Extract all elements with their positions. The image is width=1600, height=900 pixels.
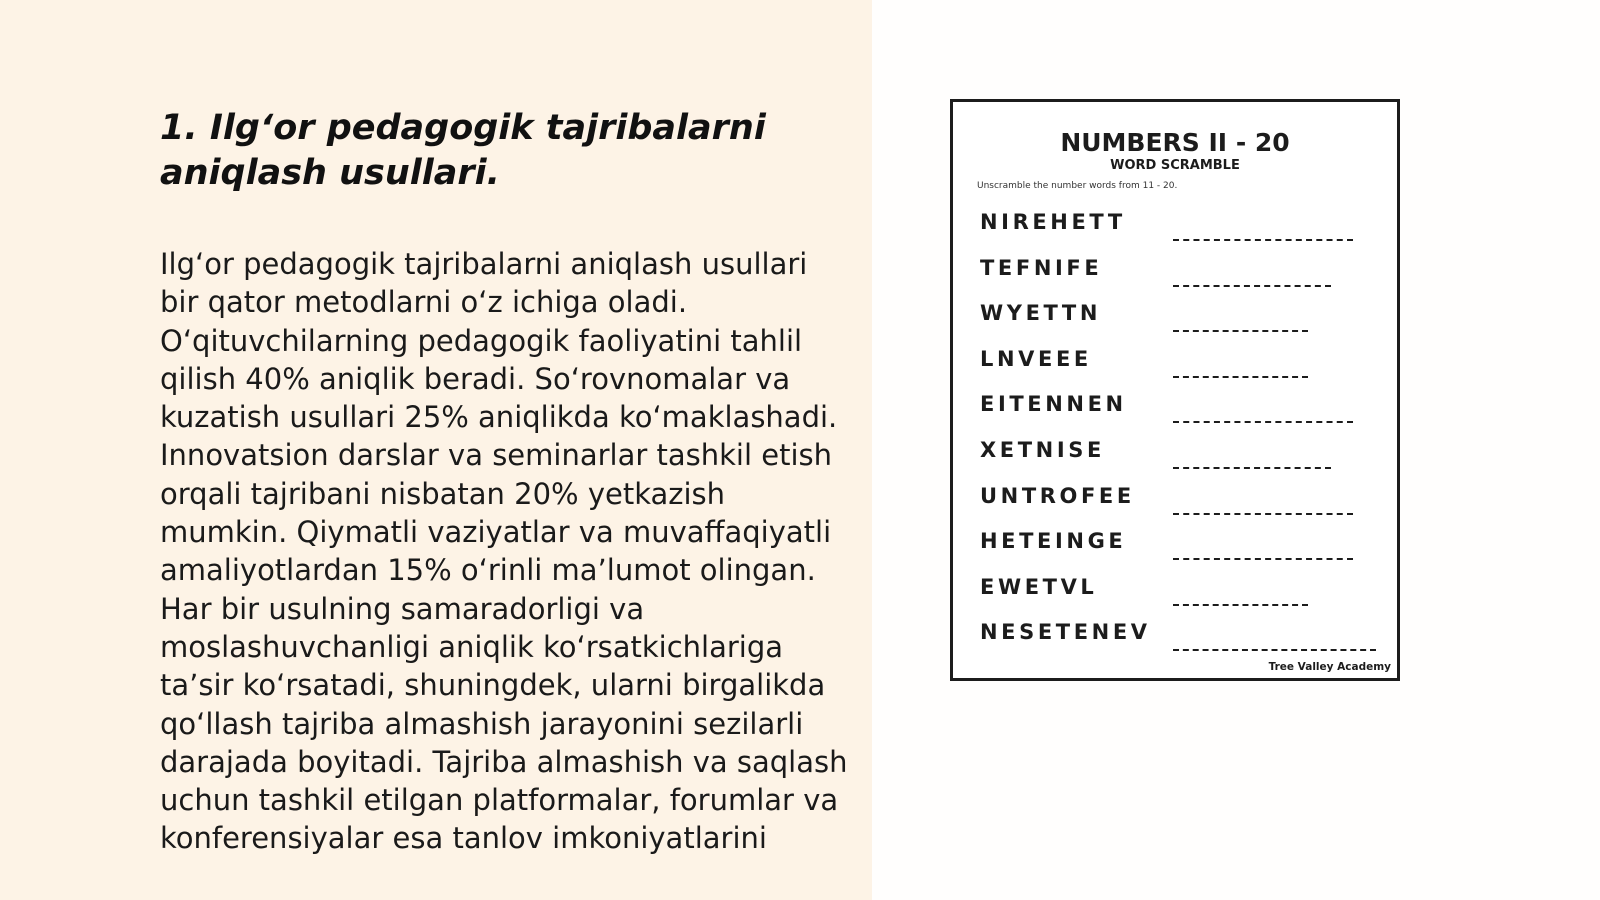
slide-heading: 1. Ilg‘or pedagogik tajribalarni aniqlash usullari. [160,108,766,193]
answer-blank-line [1173,649,1376,651]
scrambled-word: EITENNEN [980,392,1127,417]
scrambled-word: TEFNIFE [980,255,1103,280]
answer-blank-line [1173,330,1308,332]
answer-blank-line [1173,604,1308,606]
scrambled-word: NESETENEV [980,620,1151,645]
scramble-row [953,255,1397,300]
scrambled-word: EWETVL [980,574,1098,599]
answer-blank-line [1173,285,1331,287]
scrambled-word: XETNISE [980,438,1105,462]
answer-blank-line [1173,513,1353,515]
scramble-row [953,437,1397,482]
scramble-row [953,300,1397,345]
worksheet-subtitle: WORD SCRAMBLE [1110,158,1240,173]
answer-blank-line [1173,376,1308,378]
slide-body-text: Ilg‘or pedagogik tajribalarni aniqlash usullari bir qator metodlarni o‘z ichiga oladi. O‘qituvchilarning pedagogik faoliyatini tahlil qilish 40% aniqlik beradi. So‘rovnomalar va kuzatish usullari 25% aniqlikda ko‘maklashadi. Innovatsion darslar va seminarlar tashkil etish orqali tajribani nisbatan 20% yetkazish mumkin. Qiymatli vaziyatlar va muvaffaqiyatli amaliyotlardan 15% o‘rinli ma’lumot olingan. Har bir usulning samaradorligi va moslashuvchanligi aniqlik ko‘rsatkichlariga ta’sir ko‘rsatadi, shuningdek, ularni birgalikda qo‘llash tajriba almashish jarayonini sezilarli darajada boyitadi. Tajriba almashish va saqlash uchun tashkil etilgan platformalar, forumlar va konferensiyalar esa tanlov imkoniyatlarini [160,247,848,856]
scramble-row [953,346,1397,391]
scramble-row [953,209,1397,254]
answer-blank-line [1173,421,1353,423]
scramble-row [953,619,1397,664]
worksheet-title: NUMBERS II - 20 [1060,128,1290,157]
answer-blank-line [1173,467,1331,469]
scramble-word-list [953,102,1397,678]
worksheet-image [950,99,1400,681]
scramble-row [953,483,1397,528]
scramble-row [953,391,1397,436]
scrambled-word: LNVEEE [980,346,1092,371]
scrambled-word: NIREHETT [980,210,1126,234]
scramble-row [953,574,1397,619]
scrambled-word: HETEINGE [980,529,1127,554]
answer-blank-line [1173,558,1353,560]
scrambled-word: WYETTN [980,301,1102,326]
worksheet-instructions: Unscramble the number words from 11 - 20. [977,181,1178,191]
worksheet-footer: Tree Valley Academy [1268,661,1391,673]
scramble-row [953,528,1397,573]
scrambled-word: UNTROFEE [980,483,1135,508]
answer-blank-line [1173,239,1353,241]
